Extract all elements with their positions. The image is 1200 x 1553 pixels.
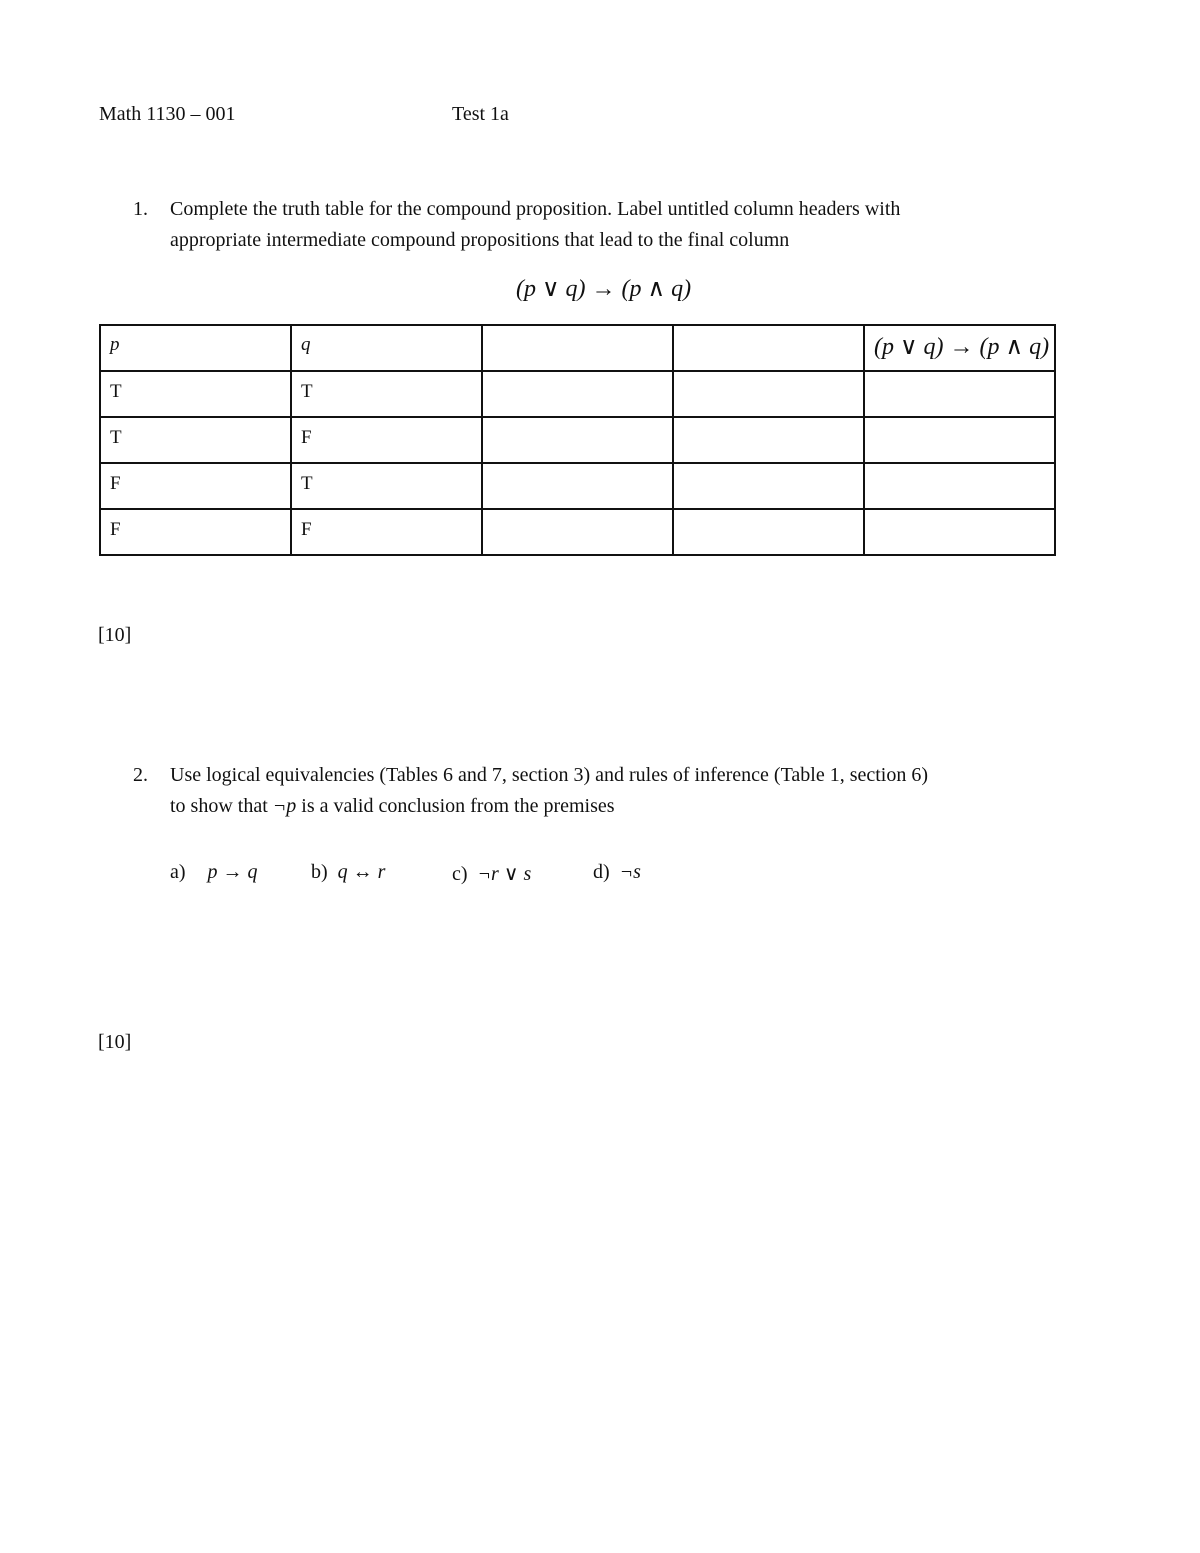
table-cell-answer[interactable]: [864, 417, 1055, 463]
truth-table-header-row: [100, 325, 1055, 371]
table-cell-answer[interactable]: [673, 463, 864, 509]
table-cell-answer[interactable]: [864, 463, 1055, 509]
table-cell-answer[interactable]: [864, 371, 1055, 417]
table-cell-answer[interactable]: [673, 371, 864, 417]
question-2-line-2-prefix: to show that: [170, 795, 268, 817]
truth-table-row: [100, 509, 1055, 555]
premise-expression: q ↔ r: [337, 861, 386, 883]
premise-c: [452, 861, 531, 886]
header-cell-final: (p ∨ q) → (p ∧ q): [864, 325, 1055, 371]
table-cell-answer[interactable]: [482, 463, 673, 509]
table-cell: T: [291, 371, 482, 417]
truth-table-row: [100, 463, 1055, 509]
truth-table: [99, 324, 1056, 556]
truth-table-row: [100, 417, 1055, 463]
premise-label: c): [452, 863, 468, 885]
question-1-text-line-1: Complete the truth table for the compound proposition. Label untitled column headers with: [170, 198, 901, 220]
premise-a: [170, 861, 258, 884]
premise-label: b): [311, 861, 328, 883]
table-cell-answer[interactable]: [482, 417, 673, 463]
table-cell: T: [100, 417, 291, 463]
premise-d: [593, 861, 641, 884]
course-header: Math 1130 – 001: [99, 103, 236, 125]
table-cell-answer[interactable]: [864, 509, 1055, 555]
question-2-conclusion: ¬p: [272, 795, 297, 817]
question-2-text-line-2: [170, 795, 615, 818]
premise-expression: ¬r ∨ s: [477, 863, 532, 885]
table-cell-answer[interactable]: [482, 509, 673, 555]
premise-b: [311, 861, 385, 884]
question-1-text-line-2: appropriate intermediate compound propositions that lead to the final column: [170, 229, 790, 251]
table-cell: F: [291, 509, 482, 555]
table-cell: F: [100, 463, 291, 509]
table-cell-answer[interactable]: [482, 371, 673, 417]
question-1-number: 1.: [133, 198, 148, 220]
header-cell-blank-2[interactable]: [673, 325, 864, 371]
question-2-number: 2.: [133, 764, 148, 786]
table-cell-answer[interactable]: [673, 417, 864, 463]
question-2-line-2-suffix: is a valid conclusion from the premises: [301, 795, 615, 817]
table-cell: T: [291, 463, 482, 509]
truth-table-row: [100, 371, 1055, 417]
test-title: Test 1a: [452, 103, 509, 125]
header-cell-p: p: [100, 325, 291, 371]
question-1-formula: (p ∨ q) → (p ∧ q): [516, 276, 692, 302]
premise-expression: p → q: [207, 861, 258, 883]
question-2-text-line-1: Use logical equivalencies (Tables 6 and 7, section 3) and rules of inference (Table 1, section 6): [170, 764, 929, 786]
table-cell: F: [100, 509, 291, 555]
question-2-points: [10]: [98, 1031, 132, 1053]
table-cell: T: [100, 371, 291, 417]
question-1-points: [10]: [98, 624, 132, 646]
header-cell-q: q: [291, 325, 482, 371]
premise-label: a): [170, 861, 186, 883]
header-cell-blank-1[interactable]: [482, 325, 673, 371]
premise-label: d): [593, 861, 610, 883]
premise-expression: ¬s: [619, 861, 641, 883]
table-cell: F: [291, 417, 482, 463]
table-cell-answer[interactable]: [673, 509, 864, 555]
